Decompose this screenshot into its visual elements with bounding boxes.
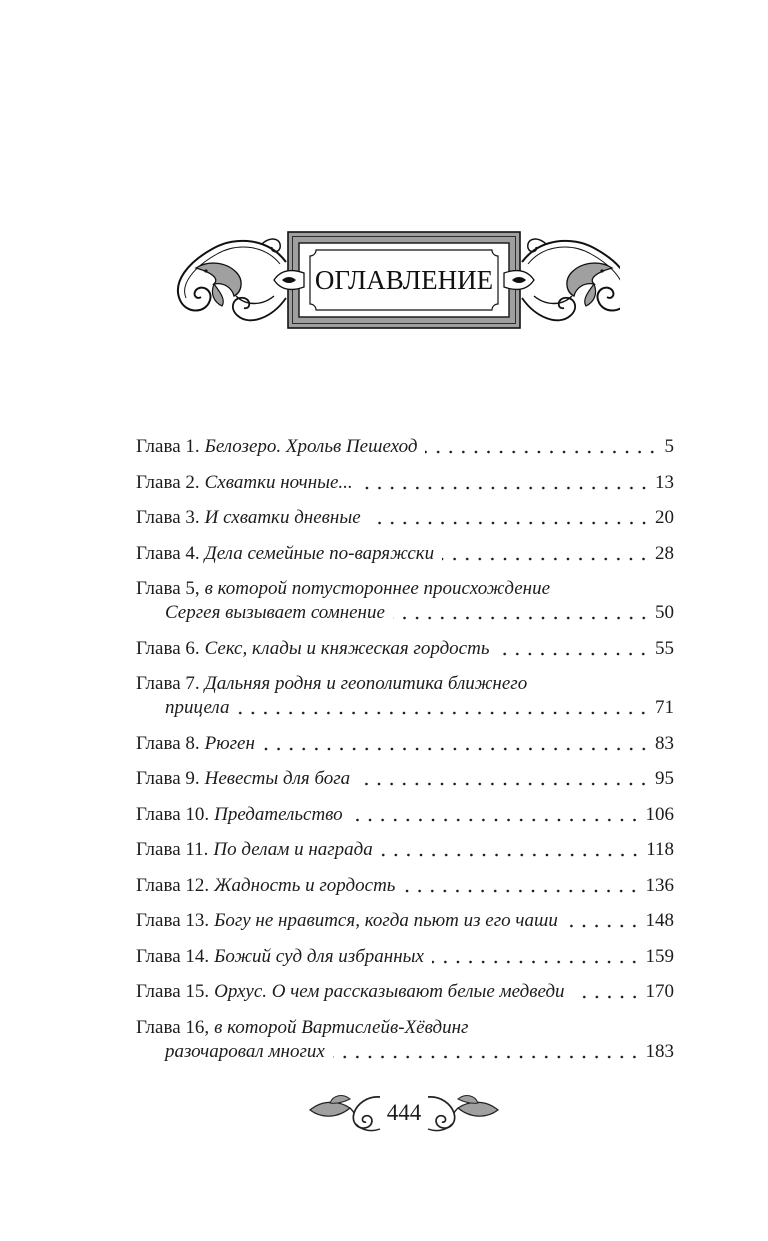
chapter-label: Глава 7. — [136, 673, 200, 694]
chapter-label: Глава 9. — [136, 768, 200, 789]
toc-entry — [136, 767, 674, 791]
toc-entry — [136, 637, 674, 661]
page-number: 170 — [645, 981, 674, 1002]
dot-leader — [393, 601, 650, 625]
page-number: 71 — [655, 697, 674, 718]
page-number-footer: 444 — [386, 1100, 422, 1125]
chapter-label: Глава 15. — [136, 981, 210, 1002]
chapter-title: в которой потустороннее происхождение — [204, 578, 551, 599]
page-number: 13 — [655, 471, 674, 493]
dot-leader — [403, 874, 640, 898]
table-of-contents — [136, 435, 674, 1075]
toc-entry — [136, 909, 674, 933]
chapter-label: Глава 1. — [136, 436, 200, 457]
toc-entry — [136, 874, 674, 898]
chapter-title: Схватки ночные... — [204, 471, 353, 493]
chapter-title: Белозеро. Хрольв Пешеход — [204, 436, 418, 457]
chapter-title: Орхус. О чем рассказывают белые медведи — [214, 981, 565, 1002]
scroll-ornament-left — [178, 239, 286, 320]
page-number: 20 — [655, 507, 674, 528]
dot-leader — [361, 471, 650, 495]
chapter-title: И схватки дневные — [204, 507, 361, 528]
chapter-label: Глава 6. — [136, 637, 200, 659]
chapter-label: Глава 14. — [136, 945, 210, 967]
page-number: 183 — [645, 1040, 674, 1062]
page-number: 5 — [664, 436, 674, 457]
chapter-label: Глава 2. — [136, 471, 200, 493]
chapter-title: Рюген — [204, 732, 255, 754]
dot-leader — [432, 945, 641, 969]
dot-leader — [442, 542, 650, 566]
toc-entry — [136, 672, 674, 720]
toc-entry — [136, 506, 674, 530]
dot-leader — [358, 767, 650, 791]
dot-leader — [263, 732, 650, 756]
chapter-title-continued: прицела — [165, 697, 230, 718]
page-number: 83 — [655, 732, 674, 754]
chapter-title-continued: разочаровал многих — [165, 1040, 325, 1062]
chapter-title: Секс, клады и княжеская гордость — [204, 637, 490, 659]
chapter-title: Невесты для бога — [204, 768, 351, 789]
chapter-title: Дальняя родня и геополитика ближнего — [204, 673, 528, 694]
dot-leader — [425, 435, 659, 459]
chapter-label: Глава 13. — [136, 910, 210, 931]
page-number: 136 — [645, 874, 674, 896]
toc-entry — [136, 1016, 674, 1064]
chapter-label: Глава 12. — [136, 874, 210, 896]
chapter-title: в которой Вартислейв-Хёвдинг — [214, 1016, 469, 1038]
page-number: 159 — [645, 945, 674, 967]
toc-entry — [136, 435, 674, 459]
chapter-label: Глава 11. — [136, 839, 209, 860]
page-number: 95 — [655, 768, 674, 789]
chapter-label: Глава 8. — [136, 732, 200, 754]
chapter-label: Глава 5, — [136, 578, 200, 599]
chapter-title: Предательство — [214, 803, 343, 825]
dot-leader — [237, 696, 650, 720]
footer-flourish-left — [310, 1096, 380, 1131]
chapter-label: Глава 10. — [136, 803, 210, 825]
toc-entry — [136, 732, 674, 756]
page-number: 50 — [655, 602, 674, 623]
toc-entry — [136, 471, 674, 495]
dot-leader — [566, 909, 641, 933]
dot-leader — [333, 1040, 641, 1064]
dot-leader — [369, 506, 650, 530]
chapter-title-continued: Сергея вызывает сомнение — [165, 602, 385, 623]
dot-leader — [381, 838, 641, 862]
dot-leader — [497, 637, 650, 661]
fleur-ornament — [274, 271, 304, 290]
toc-entry — [136, 980, 674, 1004]
chapter-label: Глава 4. — [136, 542, 200, 564]
chapter-title: По делам и награда — [213, 839, 373, 860]
chapter-label: Глава 16, — [136, 1016, 210, 1038]
page-number: 148 — [645, 910, 674, 931]
chapter-title: Божий суд для избранных — [214, 945, 424, 967]
dot-leader — [573, 980, 641, 1004]
toc-entry — [136, 838, 674, 862]
toc-entry — [136, 945, 674, 969]
toc-heading: ОГЛАВЛЕНИЕ — [314, 265, 494, 295]
chapter-title: Жадность и гордость — [214, 874, 396, 896]
chapter-title: Богу не нравится, когда пьют из его чаши — [214, 910, 558, 931]
page-number: 118 — [646, 839, 674, 860]
toc-entry — [136, 542, 674, 566]
chapter-title: Дела семейные по-варяжски — [204, 542, 435, 564]
chapter-label: Глава 3. — [136, 507, 200, 528]
page-number: 106 — [645, 803, 674, 825]
page-number: 55 — [655, 637, 674, 659]
toc-entry — [136, 803, 674, 827]
dot-leader — [351, 803, 641, 827]
page-number: 28 — [655, 542, 674, 564]
toc-entry — [136, 577, 674, 625]
